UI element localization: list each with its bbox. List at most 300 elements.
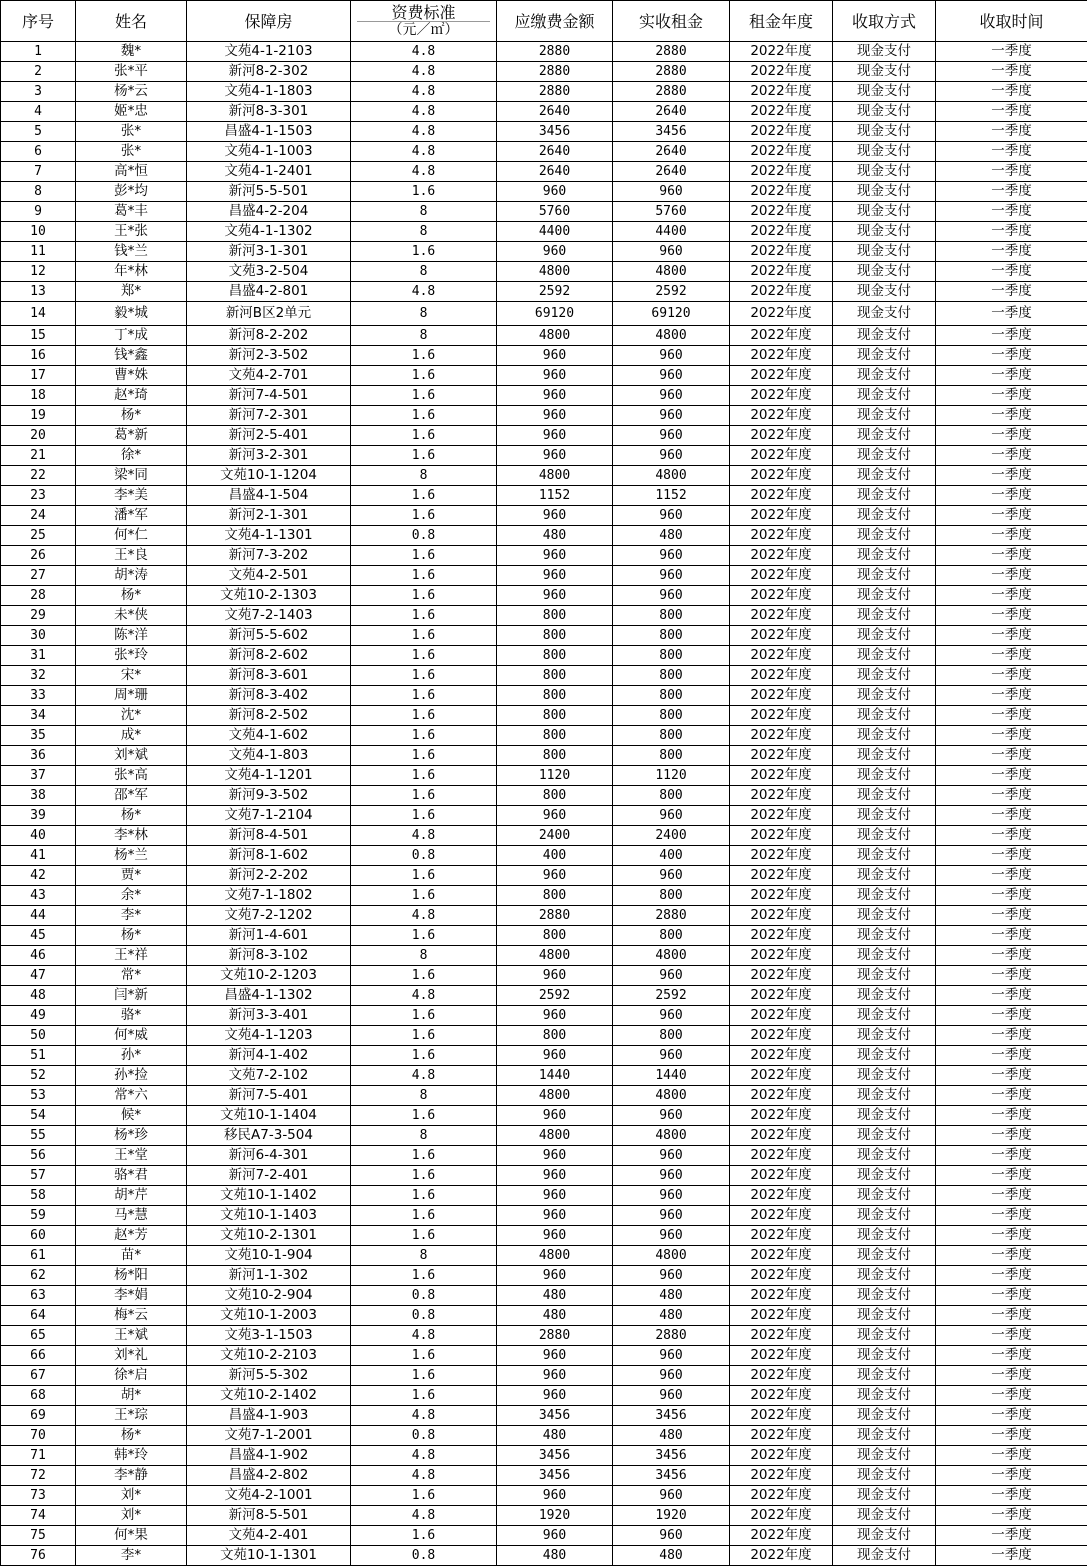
- cell-name: 常*六: [76, 1086, 187, 1106]
- cell-rate: 1.6: [351, 1346, 497, 1366]
- cell-seq: 75: [1, 1526, 76, 1546]
- table-row: [1, 586, 1087, 606]
- cell-name: 杨*兰: [76, 846, 187, 866]
- cell-rate: 0.8: [351, 846, 497, 866]
- cell-seq: 27: [1, 566, 76, 586]
- cell-house: 文苑4-2-701: [187, 366, 351, 386]
- cell-house: 文苑4-1-1302: [187, 222, 351, 242]
- cell-house: 文苑10-1-1301: [187, 1546, 351, 1566]
- cell-rate: 1.6: [351, 866, 497, 886]
- cell-year: 2022年度: [730, 1466, 833, 1486]
- cell-rate: 8: [351, 1246, 497, 1266]
- cell-name: 彭*均: [76, 182, 187, 202]
- cell-time: 一季度: [936, 1026, 1087, 1046]
- cell-house: 文苑10-1-1204: [187, 466, 351, 486]
- cell-seq: 38: [1, 786, 76, 806]
- cell-due: 4800: [497, 946, 613, 966]
- cell-rate: 1.6: [351, 966, 497, 986]
- cell-time: 一季度: [936, 1266, 1087, 1286]
- cell-house: 新河8-2-602: [187, 646, 351, 666]
- cell-time: 一季度: [936, 42, 1087, 62]
- cell-name: 杨*珍: [76, 1126, 187, 1146]
- cell-rate: 1.6: [351, 1206, 497, 1226]
- cell-time: 一季度: [936, 1546, 1087, 1566]
- cell-house: 文苑10-2-1402: [187, 1386, 351, 1406]
- cell-due: 800: [497, 786, 613, 806]
- cell-rate: 4.8: [351, 1466, 497, 1486]
- cell-rate: 1.6: [351, 606, 497, 626]
- cell-method: 现金支付: [833, 966, 936, 986]
- cell-name: 常*: [76, 966, 187, 986]
- cell-name: 徐*启: [76, 1366, 187, 1386]
- cell-rate: 1.6: [351, 1186, 497, 1206]
- table-row: [1, 626, 1087, 646]
- cell-paid: 480: [613, 526, 730, 546]
- cell-house: 文苑4-1-1003: [187, 142, 351, 162]
- cell-paid: 960: [613, 866, 730, 886]
- cell-due: 2880: [497, 62, 613, 82]
- cell-house: 文苑4-2-501: [187, 566, 351, 586]
- cell-time: 一季度: [936, 1286, 1087, 1306]
- cell-house: 新河8-3-402: [187, 686, 351, 706]
- table-row: [1, 62, 1087, 82]
- cell-house: 新河8-4-501: [187, 826, 351, 846]
- cell-year: 2022年度: [730, 426, 833, 446]
- cell-method: 现金支付: [833, 1506, 936, 1526]
- cell-method: 现金支付: [833, 1266, 936, 1286]
- table-row: [1, 1386, 1087, 1406]
- table-row: [1, 1046, 1087, 1066]
- cell-method: 现金支付: [833, 726, 936, 746]
- cell-seq: 21: [1, 446, 76, 466]
- cell-name: 孙*捡: [76, 1066, 187, 1086]
- cell-rate: 1.6: [351, 1006, 497, 1026]
- cell-method: 现金支付: [833, 1086, 936, 1106]
- table-row: [1, 546, 1087, 566]
- header-rate-unit: （元／㎡）: [357, 21, 490, 39]
- table-row: [1, 1206, 1087, 1226]
- cell-method: 现金支付: [833, 1486, 936, 1506]
- cell-seq: 44: [1, 906, 76, 926]
- cell-seq: 72: [1, 1466, 76, 1486]
- cell-seq: 66: [1, 1346, 76, 1366]
- cell-paid: 960: [613, 426, 730, 446]
- cell-rate: 4.8: [351, 102, 497, 122]
- cell-seq: 32: [1, 666, 76, 686]
- cell-paid: 800: [613, 626, 730, 646]
- cell-seq: 16: [1, 346, 76, 366]
- cell-time: 一季度: [936, 1146, 1087, 1166]
- cell-time: 一季度: [936, 1426, 1087, 1446]
- cell-due: 800: [497, 706, 613, 726]
- cell-house: 文苑7-2-1403: [187, 606, 351, 626]
- cell-due: 960: [497, 506, 613, 526]
- cell-seq: 74: [1, 1506, 76, 1526]
- cell-house: 新河5-5-302: [187, 1366, 351, 1386]
- table-row: [1, 926, 1087, 946]
- cell-year: 2022年度: [730, 1206, 833, 1226]
- cell-house: 新河3-1-301: [187, 242, 351, 262]
- cell-house: 新河8-2-302: [187, 62, 351, 82]
- cell-method: 现金支付: [833, 506, 936, 526]
- cell-rate: 4.8: [351, 1066, 497, 1086]
- cell-name: 王*祥: [76, 946, 187, 966]
- cell-house: 文苑7-1-2104: [187, 806, 351, 826]
- cell-house: 昌盛4-1-902: [187, 1446, 351, 1466]
- cell-year: 2022年度: [730, 946, 833, 966]
- cell-due: 2592: [497, 986, 613, 1006]
- cell-time: 一季度: [936, 706, 1087, 726]
- cell-method: 现金支付: [833, 746, 936, 766]
- cell-due: 960: [497, 1486, 613, 1506]
- cell-time: 一季度: [936, 766, 1087, 786]
- cell-name: 李*静: [76, 1466, 187, 1486]
- cell-house: 新河2-3-502: [187, 346, 351, 366]
- cell-name: 张*平: [76, 62, 187, 82]
- cell-paid: 960: [613, 1206, 730, 1226]
- cell-method: 现金支付: [833, 526, 936, 546]
- cell-time: 一季度: [936, 546, 1087, 566]
- cell-house: 文苑4-1-2103: [187, 42, 351, 62]
- cell-paid: 4800: [613, 262, 730, 282]
- cell-name: 陈*洋: [76, 626, 187, 646]
- cell-method: 现金支付: [833, 1346, 936, 1366]
- table-row: [1, 986, 1087, 1006]
- table-row: [1, 1306, 1087, 1326]
- table-row: [1, 366, 1087, 386]
- table-row: [1, 42, 1087, 62]
- cell-paid: 400: [613, 846, 730, 866]
- cell-seq: 28: [1, 586, 76, 606]
- cell-method: 现金支付: [833, 1246, 936, 1266]
- table-row: [1, 1486, 1087, 1506]
- cell-seq: 71: [1, 1446, 76, 1466]
- cell-method: 现金支付: [833, 1426, 936, 1446]
- cell-rate: 8: [351, 326, 497, 346]
- cell-rate: 0.8: [351, 1286, 497, 1306]
- cell-paid: 960: [613, 1146, 730, 1166]
- cell-time: 一季度: [936, 142, 1087, 162]
- cell-year: 2022年度: [730, 1126, 833, 1146]
- cell-paid: 960: [613, 566, 730, 586]
- cell-due: 1152: [497, 486, 613, 506]
- cell-name: 王*张: [76, 222, 187, 242]
- table-row: [1, 1166, 1087, 1186]
- table-row: [1, 666, 1087, 686]
- cell-house: 新河2-5-401: [187, 426, 351, 446]
- cell-name: 刘*: [76, 1486, 187, 1506]
- table-row: [1, 122, 1087, 142]
- cell-name: 骆*: [76, 1006, 187, 1026]
- cell-time: 一季度: [936, 62, 1087, 82]
- cell-method: 现金支付: [833, 866, 936, 886]
- cell-year: 2022年度: [730, 906, 833, 926]
- cell-year: 2022年度: [730, 826, 833, 846]
- cell-seq: 5: [1, 122, 76, 142]
- cell-house: 文苑4-2-1001: [187, 1486, 351, 1506]
- cell-method: 现金支付: [833, 62, 936, 82]
- cell-name: 张*高: [76, 766, 187, 786]
- cell-due: 2640: [497, 142, 613, 162]
- cell-paid: 960: [613, 366, 730, 386]
- cell-time: 一季度: [936, 202, 1087, 222]
- cell-method: 现金支付: [833, 666, 936, 686]
- cell-paid: 2640: [613, 162, 730, 182]
- cell-paid: 960: [613, 182, 730, 202]
- table-row: [1, 302, 1087, 326]
- cell-paid: 4800: [613, 1086, 730, 1106]
- cell-year: 2022年度: [730, 446, 833, 466]
- cell-due: 960: [497, 1386, 613, 1406]
- cell-year: 2022年度: [730, 546, 833, 566]
- cell-paid: 480: [613, 1546, 730, 1566]
- cell-house: 新河6-4-301: [187, 1146, 351, 1166]
- cell-name: 钱*鑫: [76, 346, 187, 366]
- cell-due: 960: [497, 1526, 613, 1546]
- cell-name: 韩*玲: [76, 1446, 187, 1466]
- cell-house: 文苑10-1-1404: [187, 1106, 351, 1126]
- cell-method: 现金支付: [833, 242, 936, 262]
- table-row: [1, 726, 1087, 746]
- cell-seq: 68: [1, 1386, 76, 1406]
- cell-paid: 2880: [613, 82, 730, 102]
- cell-year: 2022年度: [730, 1286, 833, 1306]
- cell-method: 现金支付: [833, 1286, 936, 1306]
- cell-time: 一季度: [936, 1466, 1087, 1486]
- cell-paid: 800: [613, 666, 730, 686]
- cell-due: 480: [497, 1286, 613, 1306]
- cell-method: 现金支付: [833, 606, 936, 626]
- cell-year: 2022年度: [730, 82, 833, 102]
- cell-house: 文苑4-1-1803: [187, 82, 351, 102]
- cell-year: 2022年度: [730, 262, 833, 282]
- cell-name: 候*: [76, 1106, 187, 1126]
- cell-due: 960: [497, 182, 613, 202]
- cell-due: 2400: [497, 826, 613, 846]
- cell-seq: 61: [1, 1246, 76, 1266]
- cell-house: 文苑4-1-1201: [187, 766, 351, 786]
- cell-year: 2022年度: [730, 1086, 833, 1106]
- cell-due: 4800: [497, 466, 613, 486]
- cell-house: 昌盛4-1-504: [187, 486, 351, 506]
- cell-year: 2022年度: [730, 242, 833, 262]
- cell-rate: 4.8: [351, 142, 497, 162]
- cell-due: 960: [497, 966, 613, 986]
- cell-year: 2022年度: [730, 202, 833, 222]
- cell-house: 新河8-2-502: [187, 706, 351, 726]
- cell-rate: 4.8: [351, 62, 497, 82]
- table-body: [1, 42, 1087, 1566]
- cell-paid: 2640: [613, 142, 730, 162]
- cell-time: 一季度: [936, 466, 1087, 486]
- cell-year: 2022年度: [730, 1246, 833, 1266]
- cell-due: 960: [497, 1266, 613, 1286]
- cell-year: 2022年度: [730, 1386, 833, 1406]
- cell-time: 一季度: [936, 1046, 1087, 1066]
- cell-paid: 960: [613, 506, 730, 526]
- cell-seq: 35: [1, 726, 76, 746]
- cell-method: 现金支付: [833, 1226, 936, 1246]
- cell-name: 杨*: [76, 1426, 187, 1446]
- cell-time: 一季度: [936, 926, 1087, 946]
- cell-year: 2022年度: [730, 386, 833, 406]
- cell-house: 新河8-3-301: [187, 102, 351, 122]
- cell-due: 1440: [497, 1066, 613, 1086]
- cell-name: 邵*军: [76, 786, 187, 806]
- cell-rate: 1.6: [351, 766, 497, 786]
- cell-year: 2022年度: [730, 1046, 833, 1066]
- table-row: [1, 1086, 1087, 1106]
- table-row: [1, 1286, 1087, 1306]
- cell-time: 一季度: [936, 426, 1087, 446]
- cell-time: 一季度: [936, 986, 1087, 1006]
- cell-seq: 43: [1, 886, 76, 906]
- cell-house: 新河7-2-401: [187, 1166, 351, 1186]
- cell-paid: 800: [613, 646, 730, 666]
- cell-time: 一季度: [936, 1226, 1087, 1246]
- cell-name: 苗*: [76, 1246, 187, 1266]
- cell-method: 现金支付: [833, 926, 936, 946]
- table-row: [1, 646, 1087, 666]
- cell-name: 沈*: [76, 706, 187, 726]
- cell-paid: 800: [613, 786, 730, 806]
- cell-method: 现金支付: [833, 386, 936, 406]
- cell-year: 2022年度: [730, 1506, 833, 1526]
- cell-due: 480: [497, 1546, 613, 1566]
- cell-year: 2022年度: [730, 346, 833, 366]
- cell-house: 文苑7-2-1202: [187, 906, 351, 926]
- cell-time: 一季度: [936, 946, 1087, 966]
- cell-house: 移民A7-3-504: [187, 1126, 351, 1146]
- cell-rate: 1.6: [351, 1486, 497, 1506]
- cell-rate: 8: [351, 1126, 497, 1146]
- cell-rate: 4.8: [351, 906, 497, 926]
- header-time: 收取时间: [936, 1, 1087, 42]
- table-row: [1, 202, 1087, 222]
- cell-paid: 2592: [613, 282, 730, 302]
- cell-method: 现金支付: [833, 1446, 936, 1466]
- cell-name: 高*恒: [76, 162, 187, 182]
- cell-year: 2022年度: [730, 626, 833, 646]
- cell-year: 2022年度: [730, 1006, 833, 1026]
- cell-method: 现金支付: [833, 1166, 936, 1186]
- cell-name: 未*侠: [76, 606, 187, 626]
- cell-seq: 39: [1, 806, 76, 826]
- cell-name: 杨*: [76, 406, 187, 426]
- cell-house: 昌盛4-2-802: [187, 1466, 351, 1486]
- cell-year: 2022年度: [730, 1226, 833, 1246]
- cell-time: 一季度: [936, 242, 1087, 262]
- table-row: [1, 1506, 1087, 1526]
- cell-time: 一季度: [936, 1106, 1087, 1126]
- cell-year: 2022年度: [730, 786, 833, 806]
- cell-house: 文苑10-1-2003: [187, 1306, 351, 1326]
- cell-paid: 960: [613, 1166, 730, 1186]
- cell-house: 文苑7-2-102: [187, 1066, 351, 1086]
- table-row: [1, 1246, 1087, 1266]
- cell-paid: 960: [613, 1486, 730, 1506]
- cell-seq: 41: [1, 846, 76, 866]
- table-row: [1, 946, 1087, 966]
- cell-seq: 58: [1, 1186, 76, 1206]
- cell-due: 960: [497, 586, 613, 606]
- cell-name: 杨*云: [76, 82, 187, 102]
- cell-rate: 1.6: [351, 1166, 497, 1186]
- cell-year: 2022年度: [730, 966, 833, 986]
- cell-method: 现金支付: [833, 1146, 936, 1166]
- table-row: [1, 346, 1087, 366]
- cell-paid: 480: [613, 1426, 730, 1446]
- cell-name: 胡*芹: [76, 1186, 187, 1206]
- cell-name: 贾*: [76, 866, 187, 886]
- cell-due: 400: [497, 846, 613, 866]
- cell-method: 现金支付: [833, 1026, 936, 1046]
- cell-name: 刘*斌: [76, 746, 187, 766]
- cell-time: 一季度: [936, 82, 1087, 102]
- cell-seq: 17: [1, 366, 76, 386]
- cell-rate: 1.6: [351, 1526, 497, 1546]
- cell-method: 现金支付: [833, 162, 936, 182]
- cell-method: 现金支付: [833, 326, 936, 346]
- cell-year: 2022年度: [730, 162, 833, 182]
- cell-house: 文苑7-1-2001: [187, 1426, 351, 1446]
- cell-method: 现金支付: [833, 886, 936, 906]
- cell-method: 现金支付: [833, 826, 936, 846]
- cell-year: 2022年度: [730, 1186, 833, 1206]
- cell-method: 现金支付: [833, 1546, 936, 1566]
- cell-method: 现金支付: [833, 262, 936, 282]
- table-row: [1, 102, 1087, 122]
- cell-time: 一季度: [936, 1166, 1087, 1186]
- cell-seq: 64: [1, 1306, 76, 1326]
- cell-year: 2022年度: [730, 646, 833, 666]
- cell-house: 文苑4-1-602: [187, 726, 351, 746]
- cell-year: 2022年度: [730, 1326, 833, 1346]
- cell-house: 新河4-1-402: [187, 1046, 351, 1066]
- cell-name: 马*慧: [76, 1206, 187, 1226]
- cell-due: 960: [497, 1366, 613, 1386]
- cell-due: 800: [497, 926, 613, 946]
- cell-method: 现金支付: [833, 122, 936, 142]
- cell-rate: 1.6: [351, 346, 497, 366]
- cell-time: 一季度: [936, 806, 1087, 826]
- cell-name: 宋*: [76, 666, 187, 686]
- cell-seq: 56: [1, 1146, 76, 1166]
- cell-seq: 59: [1, 1206, 76, 1226]
- cell-time: 一季度: [936, 446, 1087, 466]
- cell-rate: 1.6: [351, 486, 497, 506]
- cell-due: 4800: [497, 1126, 613, 1146]
- cell-due: 960: [497, 1346, 613, 1366]
- table-row: [1, 506, 1087, 526]
- cell-rate: 1.6: [351, 806, 497, 826]
- cell-seq: 48: [1, 986, 76, 1006]
- cell-method: 现金支付: [833, 426, 936, 446]
- cell-due: 960: [497, 386, 613, 406]
- header-due: 应缴费金额: [497, 1, 613, 42]
- cell-name: 李*娟: [76, 1286, 187, 1306]
- cell-rate: 1.6: [351, 1026, 497, 1046]
- cell-seq: 37: [1, 766, 76, 786]
- cell-due: 69120: [497, 302, 613, 326]
- cell-seq: 33: [1, 686, 76, 706]
- cell-time: 一季度: [936, 486, 1087, 506]
- cell-rate: 1.6: [351, 506, 497, 526]
- cell-due: 960: [497, 242, 613, 262]
- cell-due: 2592: [497, 282, 613, 302]
- cell-rate: 1.6: [351, 626, 497, 646]
- cell-seq: 6: [1, 142, 76, 162]
